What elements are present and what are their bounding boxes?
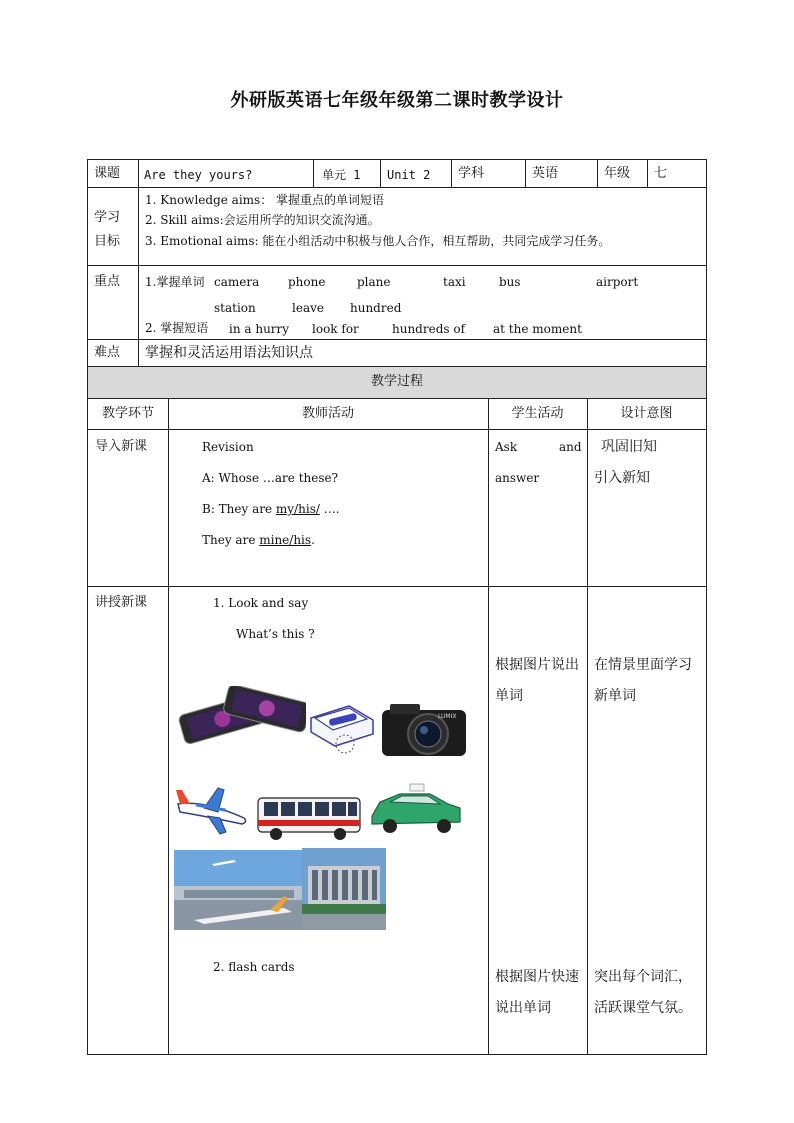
objective-skill: 2. Skill aims:会运用所学的知识交流沟通。 [145, 213, 380, 227]
topic-label: 课题 [94, 166, 121, 181]
key-phrase: look for [312, 322, 359, 336]
intro-line-c: They are mine/his. [202, 533, 315, 547]
airport-image [174, 850, 302, 930]
page-title: 外研版英语七年级年级第二课时教学设计 [230, 90, 564, 111]
bus-image [254, 792, 364, 842]
intro-intent-2: 引入新知 [594, 470, 650, 486]
difficulty-value: 掌握和灵活运用语法知识点 [145, 345, 313, 361]
subject-label: 学科 [458, 166, 485, 181]
objective-knowledge: 1. Knowledge aims： 掌握重点的单词短语 [145, 193, 385, 207]
key-words-prefix: 1.掌握单词 [145, 275, 205, 289]
key-word: camera [214, 275, 260, 289]
intro-intent-1: 巩固旧知 [601, 439, 657, 455]
key-word: leave [292, 301, 324, 315]
teach-student-a2: 单词 [495, 688, 523, 704]
camera-brand: LUMIX [438, 713, 457, 720]
subject-value: 英语 [532, 166, 559, 181]
key-phrase: in a hurry [229, 322, 290, 336]
smartphones-image [176, 686, 306, 748]
intro-revision: Revision [202, 440, 254, 454]
process-band-title: 教学过程 [370, 374, 423, 389]
teach-intent-a1: 在情景里面学习 [594, 657, 692, 673]
key-points-label: 重点 [94, 274, 121, 289]
col-header-teacher: 教师活动 [301, 406, 354, 421]
key-word: station [214, 301, 256, 315]
teach-item-flash-cards: 2. flash cards [213, 960, 295, 974]
grade-value: 七 [654, 166, 668, 181]
key-word: taxi [443, 275, 466, 289]
intro-student-answer: answer [495, 471, 540, 485]
col-header-stage: 教学环节 [101, 406, 154, 421]
objective-emotional: 3. Emotional aims: 能在小组活动中积极与他人合作，相互帮助，共同完成学习任务。 [145, 234, 611, 248]
teach-student-a1: 根据图片说出 [495, 657, 579, 673]
camera-image [380, 700, 468, 758]
key-phrases-prefix: 2. 掌握短语 [145, 321, 209, 335]
station-image [302, 848, 386, 930]
key-word: airport [596, 275, 639, 289]
teach-student-b2: 说出单词 [495, 1000, 551, 1016]
teach-intent-b1: 突出每个词汇， [594, 969, 692, 985]
teach-stage: 讲授新课 [95, 595, 148, 610]
airplane-image [174, 782, 252, 838]
key-word: hundred [350, 301, 402, 315]
key-word: phone [288, 275, 326, 289]
teach-student-b1: 根据图片快速 [495, 969, 579, 985]
difficulty-label: 难点 [94, 345, 121, 360]
module-label: 单元 1 [322, 168, 361, 182]
intro-student-and: and [559, 440, 582, 454]
teach-item-look-and-say: 1. Look and say [213, 596, 309, 610]
key-phrase: hundreds of [392, 322, 466, 336]
key-word: plane [357, 275, 391, 289]
col-header-student: 学生活动 [511, 406, 564, 421]
teach-intent-a2: 新单词 [594, 688, 636, 704]
taxi-image [366, 776, 466, 840]
topic-value: Are they yours? [144, 168, 253, 182]
objectives-label-1: 学习 [94, 210, 121, 225]
telephone-image [305, 700, 377, 758]
intro-line-b: B: They are my/his/ …. [202, 502, 340, 516]
teach-intent-b2: 活跃课堂气氛。 [594, 1000, 692, 1016]
key-phrase: at the moment [493, 322, 582, 336]
teach-question: What’s this ? [236, 627, 315, 641]
unit-value: Unit 2 [387, 168, 431, 182]
intro-student-ask: Ask [495, 440, 518, 454]
col-header-intent: 设计意图 [620, 406, 673, 421]
key-word: bus [499, 275, 521, 289]
intro-stage: 导入新课 [95, 439, 148, 454]
intro-line-a: A: Whose …are these? [202, 471, 339, 485]
grade-label: 年级 [604, 166, 631, 181]
objectives-label-2: 目标 [94, 234, 121, 249]
